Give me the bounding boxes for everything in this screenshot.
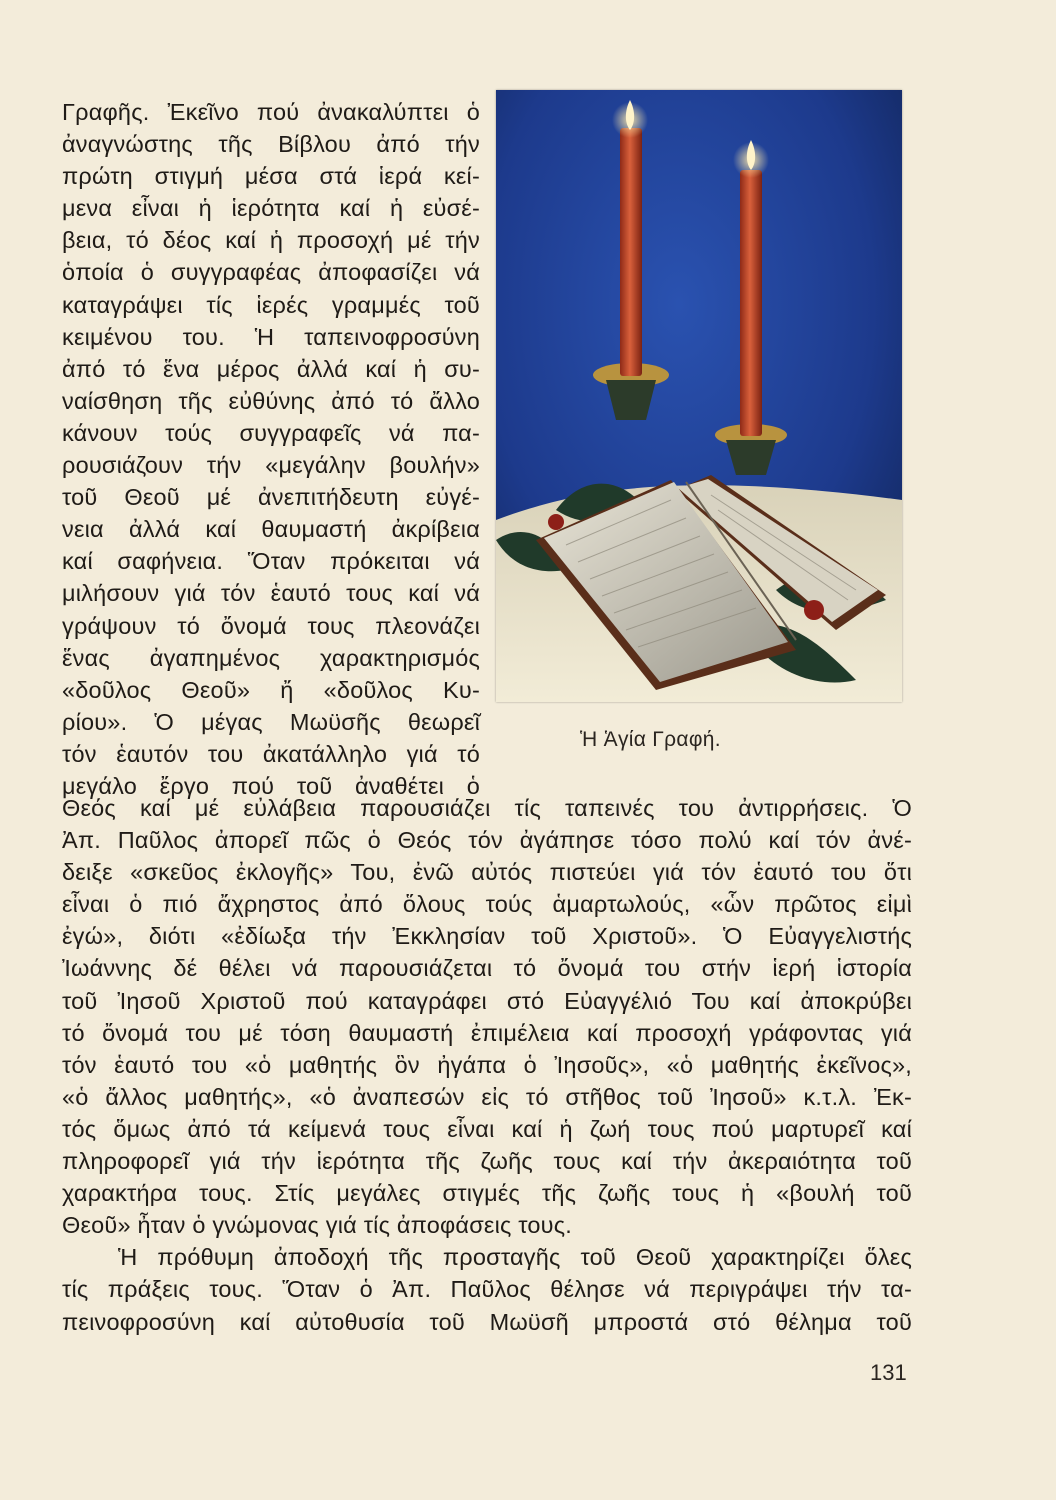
page-number: 131 (870, 1360, 907, 1385)
text-line: πληροφορεῖ γιά τήν ἱερότητα τῆς ζωῆς τους καί τήν ἀκεραιότητα τοῦ (62, 1148, 912, 1175)
text-line: χαρακτήρα τους. Στίς μεγάλες στιγμές τῆς ζωῆς τους ἡ «βουλή τοῦ (62, 1180, 912, 1207)
text-line: ἀπό τό ἕνα μέρος ἀλλά καί ἡ συ- (62, 355, 480, 382)
text-line: μενα εἶναι ἡ ἱερότητα καί ἡ εὐσέ- (62, 195, 480, 222)
text-line: γράψουν τό ὄνομά τους πλεονάζει (62, 612, 480, 639)
text-line: ρουσιάζουν τήν «μεγάλην βουλήν» (62, 452, 480, 479)
text-line: ρίου». Ὁ μέγας Μωϋσῆς θεωρεῖ (62, 708, 480, 735)
text-line: πρώτη στιγμή μέσα στά ἱερά κεί- (62, 163, 480, 190)
text-line: νεια ἀλλά καί θαυμαστή ἀκρίβεια (62, 516, 480, 543)
text-line: «ὁ ἄλλος μαθητής», «ὁ ἀναπεσών εἰς τό στῆθος τοῦ Ἰησοῦ» κ.τ.λ. Ἐκ- (62, 1083, 912, 1110)
text-line: μιλήσουν γιά τόν ἑαυτό τους καί νά (62, 580, 480, 607)
text-line: τίς πράξεις τους. Ὅταν ὁ Ἀπ. Παῦλος θέλησε νά περιγράψει τήν τα- (62, 1276, 912, 1303)
text-line: Ἀπ. Παῦλος ἀπορεῖ πῶς ὁ Θεός τόν ἀγάπησε τόσο πολύ καί τόν ἀνέ- (62, 827, 912, 854)
text-line: πεινοφροσύνη καί αὐτοθυσία τοῦ Μωϋσῆ μπροστά στό θέλημα τοῦ (62, 1308, 912, 1335)
figure-caption: Ἡ Ἁγία Γραφή. (580, 728, 721, 751)
text-line: ἀναγνώστης τῆς Βίβλου ἀπό τήν (62, 131, 480, 158)
text-line: ἕνας ἀγαπημένος χαρακτηρισμός (62, 644, 480, 671)
text-line: Ἰωάννης δέ θέλει νά παρουσιάζεται τό ὄνομά του στήν ἱερή ἱστορία (62, 955, 912, 982)
text-line: τό ὄνομά του μέ τόση θαυμαστή ἐπιμέλεια καί προσοχή γράφοντας γιά (62, 1019, 912, 1046)
text-line: Γραφῆς. Ἐκεῖνο πού ἀνακαλύπτει ὁ (62, 99, 480, 125)
text-line: Θεοῦ» ἦταν ὁ γνώμονας γιά τίς ἀποφάσεις τους. (62, 1212, 572, 1239)
text-line: ἐγώ», διότι «ἐδίωξα τήν Ἐκκλησίαν τοῦ Χριστοῦ». Ὁ Εὐαγγελιστής (62, 923, 912, 950)
text-line: καταγράψει τίς ἱερές γραμμές τοῦ (62, 291, 480, 318)
text-line: «δοῦλος Θεοῦ» ἤ «δοῦλος Κυ- (62, 676, 480, 703)
text-line: ναίσθηση τῆς εὐθύνης ἀπό τό ἄλλο (62, 387, 480, 414)
text-line: Θεός καί μέ εὐλάβεια παρουσιάζει τίς ταπεινές του ἀντιρρήσεις. Ὁ (62, 795, 912, 821)
text-line: τόν ἑαυτόν του ἀκατάλληλο γιά τό (62, 740, 480, 767)
text-line: δειξε «σκεῦος ἐκλογῆς» Του, ἐνῶ αὐτός πιστεύει γιά τόν ἑαυτό του ὅτι (62, 859, 912, 886)
text-line: ὁποία ὁ συγγραφέας ἀποφασίζει νά (62, 259, 480, 286)
text-line: μεγάλο ἔργο πού τοῦ ἀναθέτει ὁ (62, 772, 480, 799)
text-line: κειμένου του. Ἡ ταπεινοφροσύνη (62, 323, 480, 350)
text-line: καί σαφήνεια. Ὅταν πρόκειται νά (62, 548, 480, 575)
left-column-text (62, 96, 480, 802)
text-line: τόν ἑαυτό του «ὁ μαθητής ὃν ἠγάπα ὁ Ἰησοῦς», «ὁ μαθητής ἐκεῖνος», (62, 1051, 912, 1078)
text-line: τός ὅμως ἀπό τά κείμενά τους εἶναι καί ἡ ζωή τους πού μαρτυρεῖ καί (62, 1115, 912, 1142)
bible-candles-illustration (496, 90, 902, 702)
text-line: κάνουν τούς συγγραφεῖς νά πα- (62, 419, 480, 446)
text-line: εἶναι ὁ πιό ἄχρηστος ἀπό ὅλους τούς ἁμαρτωλούς, «ὧν πρῶτος εἰμὶ (62, 891, 912, 918)
text-line: τοῦ Ἰησοῦ Χριστοῦ πού καταγράφει στό Εὐαγγέλιό Του καί ἀποκρύβει (62, 987, 912, 1014)
full-width-text (62, 792, 912, 1338)
holy-bible-photo (496, 90, 902, 702)
text-line: τοῦ Θεοῦ μέ ἀνεπιτήδευτη εὐγέ- (62, 484, 480, 511)
text-line: βεια, τό δέος καί ἡ προσοχή μέ τήν (62, 227, 480, 254)
paragraph-start-line: Ἡ πρόθυμη ἀποδοχή τῆς προσταγῆς τοῦ Θεοῦ χαρακτηρίζει ὅλες (118, 1244, 912, 1271)
